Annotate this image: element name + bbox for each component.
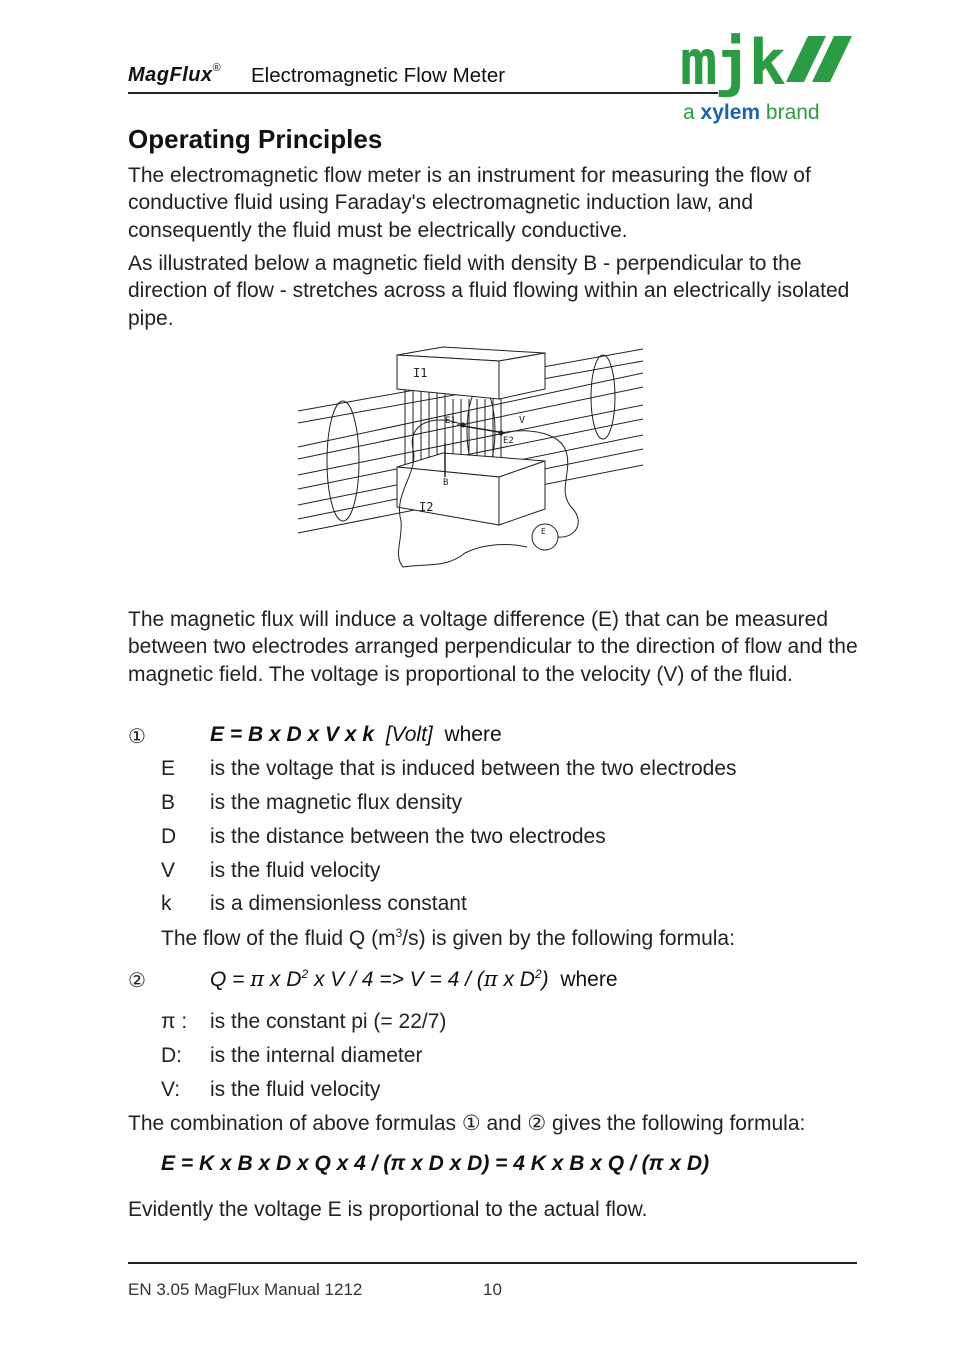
flow-meter-diagram xyxy=(295,343,645,576)
brand-name: MagFlux® xyxy=(128,62,222,86)
conclusion-paragraph: Evidently the voltage E is proportional to the actual flow. xyxy=(128,1198,648,1221)
formula-1-expression: E = B x D x V x k xyxy=(210,723,375,746)
page-number: 10 xyxy=(483,1280,502,1299)
label-meter: E xyxy=(541,527,546,536)
formula-3: E = K x B x D x Q x 4 / (π x D x D) = 4 K x B x Q / (π x D) xyxy=(161,1152,710,1175)
term-symbol: D: xyxy=(161,1044,182,1067)
brand-tagline: a xylem brand xyxy=(683,101,820,124)
term-symbol: k xyxy=(161,892,172,915)
formula-1-suffix: where xyxy=(444,723,502,746)
label-i2: I2 xyxy=(419,500,434,514)
term-description: is the constant pi (= 22/7) xyxy=(210,1010,447,1033)
term-description: is the fluid velocity xyxy=(210,859,381,882)
term-description: is the voltage that is induced between the two electrodes xyxy=(210,757,737,780)
flow-intro: The flow of the fluid Q $(m^3/s)$ is given by the following formula: xyxy=(161,926,735,950)
label-v: V xyxy=(519,415,526,426)
formula-1-unit: [Volt] xyxy=(385,723,433,746)
term-symbol: D xyxy=(161,825,177,848)
combination-paragraph: The combination of above formulas ① and ② gives the following formula: xyxy=(128,1112,806,1135)
term-description: is the internal diameter xyxy=(210,1044,423,1067)
intro-paragraph-1: The electromagnetic flow meter is an instrument for measuring the flow of conductive fluid using Faraday's electromagnetic induction law, and consequently the fluid must be electrically conductive. xyxy=(128,164,811,242)
intro-paragraph-2: As illustrated below a magnetic field with density B - perpendicular to the direction of flow - stretches across a fluid flowing within an electrically isolated pipe. xyxy=(128,252,850,330)
term-description: is the fluid velocity xyxy=(210,1078,381,1101)
term-description: is the magnetic flux density xyxy=(210,791,463,814)
formula-2: Q = π x $D^2$ x V / 4 => V = 4 / (π x $D^2$) where xyxy=(210,967,618,991)
term-symbol: π : xyxy=(161,1010,188,1033)
term-description: is a dimensionless constant xyxy=(210,892,467,915)
page-title: Operating Principles xyxy=(128,124,383,154)
term-symbol: E xyxy=(161,757,176,780)
term-description: is the distance between the two electrodes xyxy=(210,825,606,848)
label-e1: E1 xyxy=(445,416,456,426)
pipe-end-left xyxy=(327,401,359,521)
label-i1: I1 xyxy=(413,366,428,380)
label-e2: E2 xyxy=(503,436,514,446)
header-divider xyxy=(128,92,718,94)
magnet-bottom xyxy=(397,453,545,525)
term-symbol: V xyxy=(161,859,176,882)
header-title: Electromagnetic Flow Meter xyxy=(251,64,506,87)
formula-1 xyxy=(210,723,502,747)
voltage-paragraph: The magnetic flux will induce a voltage difference (E) that can be measured between two electrodes arranged perpendicular to the direction of flow and the magnetic field. The voltage is proportional to the velocity (V) of the fluid. xyxy=(128,608,858,686)
term-symbol: B xyxy=(161,791,176,814)
term-symbol: V: xyxy=(161,1078,181,1101)
footer-divider xyxy=(128,1262,857,1264)
formula-1-number: ① xyxy=(128,726,146,748)
formula-2-number: ② xyxy=(128,970,146,992)
label-b: B xyxy=(443,478,449,488)
logo-text: mjk xyxy=(680,32,783,99)
footer-document-id: EN 3.05 MagFlux Manual 1212 xyxy=(128,1280,363,1299)
mjk-logo xyxy=(680,32,860,107)
